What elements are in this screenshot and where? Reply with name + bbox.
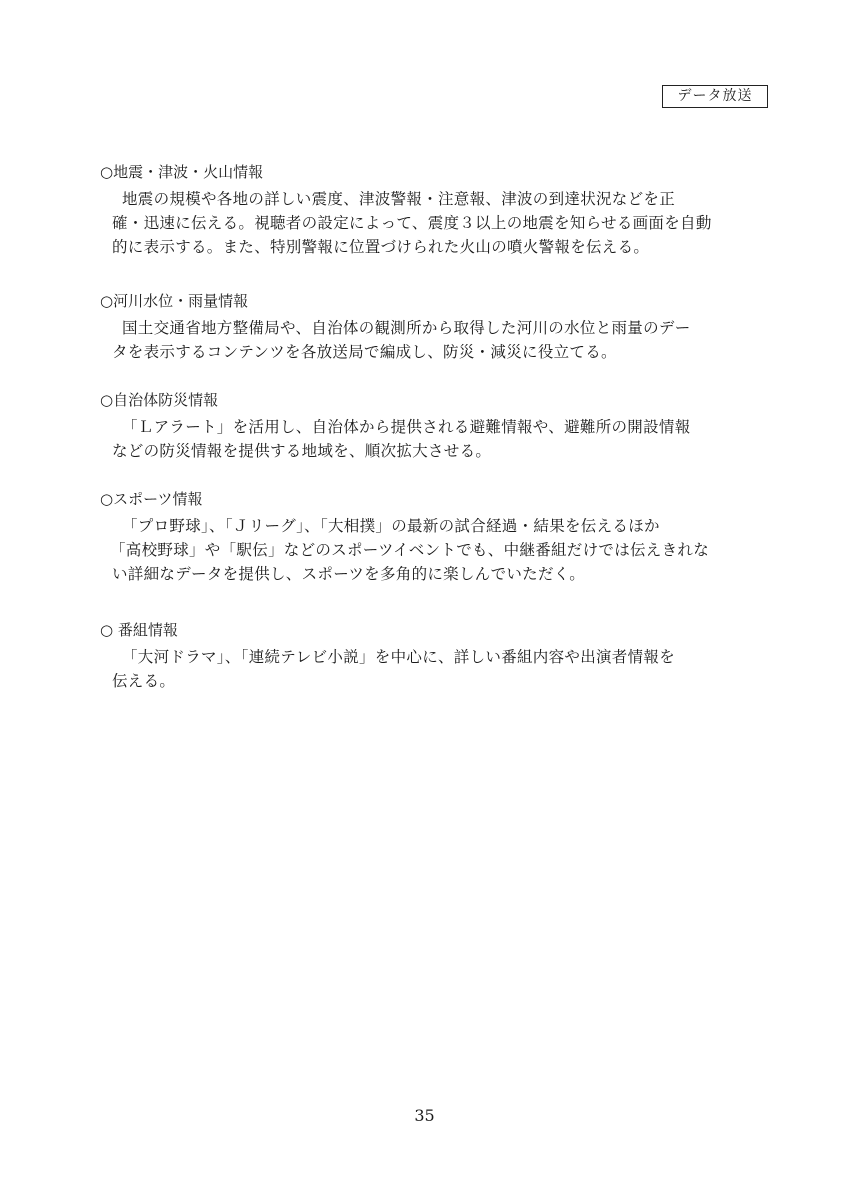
paragraph-line: 地震の規模や各地の詳しい震度、津波警報・注意報、津波の到達状況などを正	[122, 190, 676, 208]
section-heading: ○スポーツ情報	[100, 490, 203, 508]
paragraph-line: タを表示するコンテンツを各放送局で編成し、防災・減災に役立てる。	[112, 343, 617, 361]
paragraph-line: 「高校野球」や「駅伝」などのスポーツイベントでも、中継番組だけでは伝えきれな	[110, 541, 710, 559]
paragraph-line: 的に表示する。また、特別警報に位置づけられた火山の噴火警報を伝える。	[112, 238, 650, 256]
section-heading: ○地震・津波・火山情報	[100, 163, 264, 181]
section-earthquake-tsunami-volcano	[100, 162, 780, 259]
section-municipal-disaster-info	[100, 390, 780, 463]
section-program-info	[100, 620, 780, 693]
category-tag: データ放送	[662, 85, 768, 108]
paragraph-line: などの防災情報を提供する地域を、順次拡大させる。	[112, 442, 492, 460]
paragraph-line: 「大河ドラマ」、「連続テレビ小説」を中心に、詳しい番組内容や出演者情報を	[122, 648, 675, 666]
section-heading: ○ 番組情報	[100, 621, 178, 639]
paragraph-line: 確・迅速に伝える。視聴者の設定によって、震度３以上の地震を知らせる画面を自動	[112, 214, 712, 232]
section-river-rainfall	[100, 291, 780, 364]
paragraph-line: い詳細なデータを提供し、スポーツを多角的に楽しんでいただく。	[112, 565, 586, 583]
section-sports-info	[100, 489, 780, 586]
paragraph-line: 国土交通省地方整備局や、自治体の観測所から取得した河川の水位と雨量のデー	[122, 319, 691, 337]
section-heading: ○自治体防災情報	[100, 391, 219, 409]
paragraph-line: 「Ｌアラート」を活用し、自治体から提供される避難情報や、避難所の開設情報	[122, 418, 691, 436]
section-heading: ○河川水位・雨量情報	[100, 292, 249, 310]
paragraph-line: 伝える。	[112, 672, 176, 690]
paragraph-line: 「プロ野球」、「Ｊリーグ」、「大相撲」の最新の試合経過・結果を伝えるほか	[122, 517, 660, 535]
page-number: 35	[414, 1106, 435, 1125]
